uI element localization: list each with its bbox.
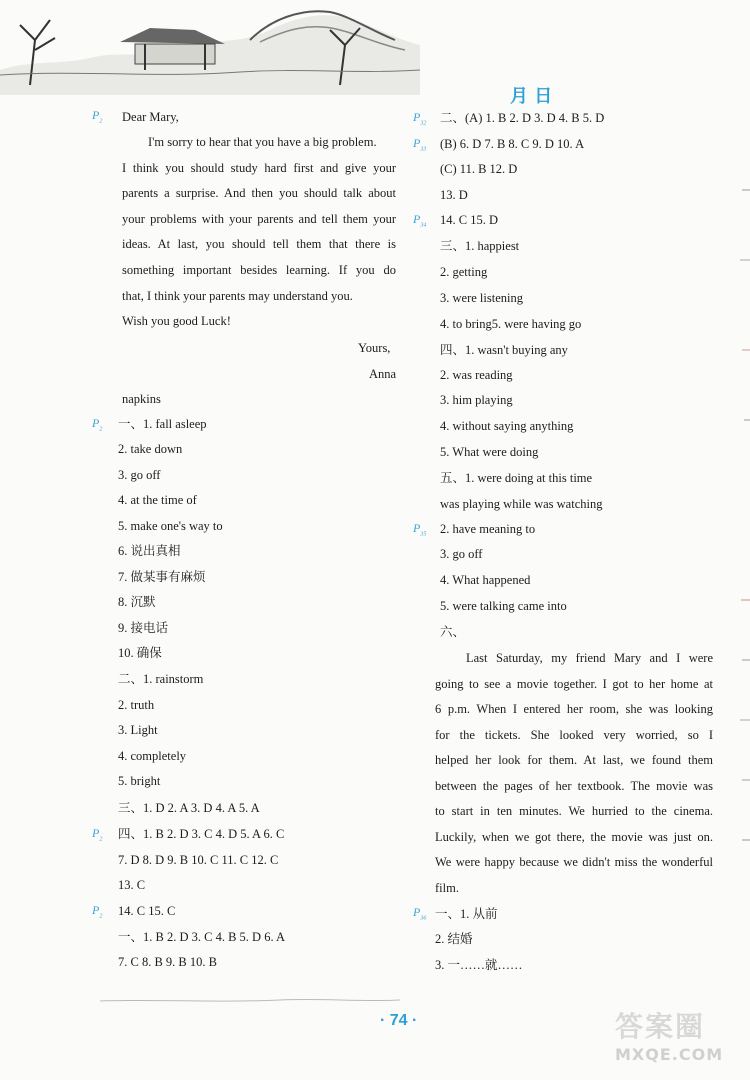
- header-landscape-illustration: [0, 0, 420, 95]
- letter-line: something important besides learning. If you do: [122, 263, 396, 277]
- letter-line: parents a surprise. And then you should talk about: [122, 186, 396, 200]
- answer-line: 2. have meaning to: [440, 522, 536, 536]
- essay-line: Luckily, when we got there, the movie was just on.: [435, 830, 713, 844]
- essay-line: 6 p.m. When I entered her room, she was looking: [435, 702, 713, 716]
- answer-line: 四、1. B 2. D 3. C 4. D 5. A 6. C: [118, 827, 285, 841]
- essay-line: film.: [435, 881, 459, 895]
- essay-line: going to see a movie together. I got to her home at: [435, 677, 713, 691]
- answer-line: 4. What happened: [440, 573, 531, 587]
- answer-line: 14. C 15. D: [440, 213, 498, 227]
- letter-line: ideas. At last, you should tell them that there is: [122, 237, 396, 251]
- answer-line: 3. Light: [118, 723, 158, 737]
- answer-line: 一、1. fall asleep: [118, 417, 207, 431]
- answer-line: 3. 一……就……: [435, 958, 523, 972]
- answer-line: 3. him playing: [440, 393, 513, 407]
- answer-line: 7. C 8. B 9. B 10. B: [118, 955, 217, 969]
- answer-line: 2. take down: [118, 442, 183, 456]
- letter-line: your problems with your parents and tell them your: [122, 212, 396, 226]
- answer-line: 5. What were doing: [440, 445, 539, 459]
- answer-line: 六、: [440, 625, 466, 639]
- answer-line: 8. 沉默: [118, 595, 156, 609]
- page-label: $P_2$: [92, 826, 103, 843]
- answer-line: 7. 做某事有麻烦: [118, 570, 206, 584]
- answer-line: 四、1. wasn't buying any: [440, 343, 568, 357]
- answer-line: 7. D 8. D 9. B 10. C 11. C 12. C: [118, 853, 279, 867]
- essay-line: between the pages of her textbook. The movie was: [435, 779, 713, 793]
- answer-line: 三、1. D 2. A 3. D 4. A 5. A: [118, 801, 260, 815]
- essay-line: to start in ten minutes. We hurried to the cinema.: [435, 804, 713, 818]
- answer-line: 二、1. rainstorm: [118, 672, 204, 686]
- answer-line: (B) 6. D 7. B 8. C 9. D 10. A: [440, 137, 585, 151]
- answer-line: 14. C 15. C: [118, 904, 176, 918]
- letter-greeting: Dear Mary,: [122, 110, 179, 124]
- page-edge-marks: [732, 160, 750, 880]
- answer-line: 5. bright: [118, 774, 161, 788]
- letter-line: that, I think your parents may understand you.: [122, 289, 353, 303]
- answer-line: 4. completely: [118, 749, 187, 763]
- page-label: $P_{32}$: [413, 110, 427, 127]
- letter-closing: Yours,: [358, 341, 391, 355]
- scan-smudge: [100, 995, 400, 1007]
- answer-line: 一、1. 从前: [435, 907, 498, 921]
- answer-line: 10. 确保: [118, 646, 162, 660]
- answer-line: 4. to bring5. were having go: [440, 317, 582, 331]
- answer-line: 9. 接电话: [118, 621, 169, 635]
- answer-line: 4. at the time of: [118, 493, 197, 507]
- page-label: $P_2$: [92, 416, 103, 433]
- page-label: $P_{34}$: [413, 212, 427, 229]
- answer-line: 3. go off: [440, 547, 483, 561]
- answer-line: was playing while was watching: [440, 497, 603, 511]
- answer-line: 5. make one's way to: [118, 519, 223, 533]
- answer-line: 2. was reading: [440, 368, 513, 382]
- answer-line: 三、1. happiest: [440, 239, 520, 253]
- page-label: $P_2$: [92, 108, 103, 125]
- answer-line: 3. go off: [118, 468, 161, 482]
- answer-line: 2. 结婚: [435, 932, 473, 946]
- essay-line: helped her look for them. At last, we found them: [435, 753, 713, 767]
- answer-line: 2. getting: [440, 265, 488, 279]
- answer-line: 3. were listening: [440, 291, 523, 305]
- watermark-logo: 答案圈 MXQE.COM: [615, 1010, 724, 1064]
- page-label: $P_{35}$: [413, 521, 427, 538]
- answer-line: napkins: [122, 392, 161, 406]
- letter-line: I think you should study hard first and give your: [122, 161, 396, 175]
- letter-line: I'm sorry to hear that you have a big problem.: [148, 135, 377, 149]
- answer-line: 一、1. B 2. D 3. C 4. B 5. D 6. A: [118, 930, 286, 944]
- answer-line: 6. 说出真相: [118, 544, 181, 558]
- essay-line: Last Saturday, my friend Mary and I were: [466, 651, 713, 665]
- page-label: $P_2$: [92, 903, 103, 920]
- answer-line: 五、1. were doing at this time: [440, 471, 593, 485]
- answer-line: 13. D: [440, 188, 468, 202]
- page-label: $P_{36}$: [413, 905, 427, 922]
- essay-line: for the tickets. She looked very worried, so I: [435, 728, 713, 742]
- answer-line: 二、(A) 1. B 2. D 3. D 4. B 5. D: [440, 111, 605, 125]
- answer-line: 5. were talking came into: [440, 599, 567, 613]
- page-label: $P_{33}$: [413, 136, 427, 153]
- answer-line: 4. without saying anything: [440, 419, 574, 433]
- essay-line: We were happy because we didn't miss the wonderful: [435, 855, 713, 869]
- letter-line: Wish you good Luck!: [122, 314, 231, 328]
- answer-line: 13. C: [118, 878, 146, 892]
- page-number: · 74 ·: [380, 1012, 418, 1029]
- letter-signature: Anna: [369, 367, 397, 381]
- answer-line: (C) 11. B 12. D: [440, 162, 518, 176]
- answer-line: 2. truth: [118, 698, 155, 712]
- date-label: 月 日: [510, 86, 553, 107]
